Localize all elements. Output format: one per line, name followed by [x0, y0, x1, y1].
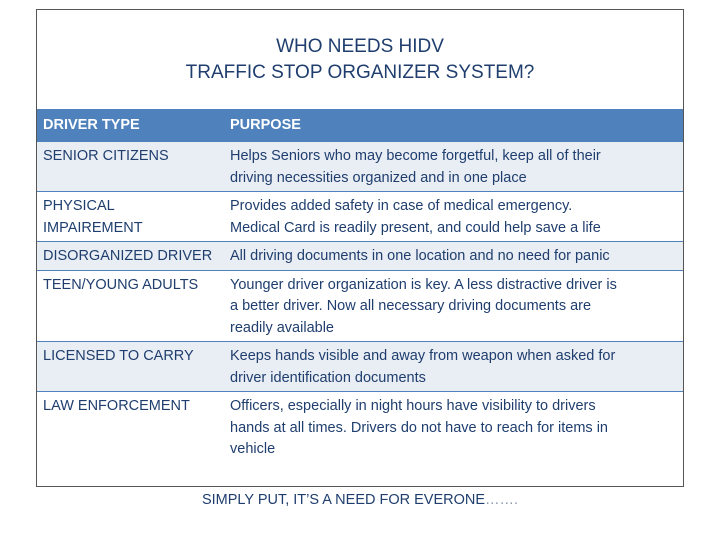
cell-line: driving necessities organized and in one place	[230, 169, 527, 186]
purpose-cell	[224, 142, 683, 192]
table-row	[37, 242, 683, 271]
table-header-row	[37, 109, 683, 142]
page-title	[37, 34, 683, 86]
table-row	[37, 192, 683, 242]
cell-line: Younger driver organization is key. A less distractive driver is	[230, 276, 617, 293]
cell-line: TEEN/YOUNG ADULTS	[43, 276, 199, 293]
driver-type-cell	[37, 392, 224, 463]
cell-line: Helps Seniors who may become forgetful, keep all of their	[230, 148, 601, 164]
purpose-cell	[224, 242, 683, 271]
cell-line: LAW ENFORCEMENT	[43, 398, 190, 414]
column-header-purpose: PURPOSE	[224, 109, 683, 142]
cell-line: driver identification documents	[230, 369, 426, 386]
cell-line: DISORGANIZED DRIVER	[43, 248, 213, 264]
purpose-cell	[224, 270, 683, 342]
cell-line: Officers, especially in night hours have visibility to drivers	[230, 398, 596, 414]
footer-ellipsis: …….	[485, 492, 519, 508]
driver-type-cell	[37, 192, 224, 242]
cell-line: Keeps hands visible and away from weapon when asked for	[230, 348, 616, 364]
cell-line: PHYSICAL	[43, 198, 115, 214]
footer-statement	[0, 492, 720, 508]
cell-line: vehicle	[230, 441, 276, 457]
column-header-driver-type: DRIVER TYPE	[37, 109, 224, 142]
driver-type-cell	[37, 270, 224, 342]
driver-type-table	[37, 109, 683, 463]
cell-line: IMPAIREMENT	[43, 219, 143, 236]
cell-line: SENIOR CITIZENS	[43, 148, 169, 164]
cell-line: LICENSED TO CARRY	[43, 348, 194, 364]
title-line-1: WHO NEEDS HIDV	[276, 36, 444, 57]
cell-line: a better driver. Now all necessary driving documents are	[230, 298, 592, 314]
purpose-cell	[224, 192, 683, 242]
cell-line: All driving documents in one location and no need for panic	[230, 248, 610, 264]
cell-line: Provides added safety in case of medical emergency.	[230, 198, 573, 214]
table-row	[37, 342, 683, 392]
title-line-2: TRAFFIC STOP ORGANIZER SYSTEM?	[185, 62, 535, 83]
purpose-cell	[224, 392, 683, 463]
purpose-cell	[224, 342, 683, 392]
table-row	[37, 142, 683, 192]
driver-type-cell	[37, 342, 224, 392]
table-row	[37, 392, 683, 463]
slide-frame	[36, 9, 684, 487]
footer-text: SIMPLY PUT, IT’S A NEED FOR EVERONE	[201, 492, 486, 508]
driver-type-cell	[37, 142, 224, 192]
driver-type-cell	[37, 242, 224, 271]
table-row	[37, 270, 683, 342]
cell-line: readily available	[230, 319, 334, 336]
cell-line: hands at all times. Drivers do not have to reach for items in	[230, 419, 608, 436]
cell-line: Medical Card is readily present, and could help save a life	[230, 219, 601, 236]
